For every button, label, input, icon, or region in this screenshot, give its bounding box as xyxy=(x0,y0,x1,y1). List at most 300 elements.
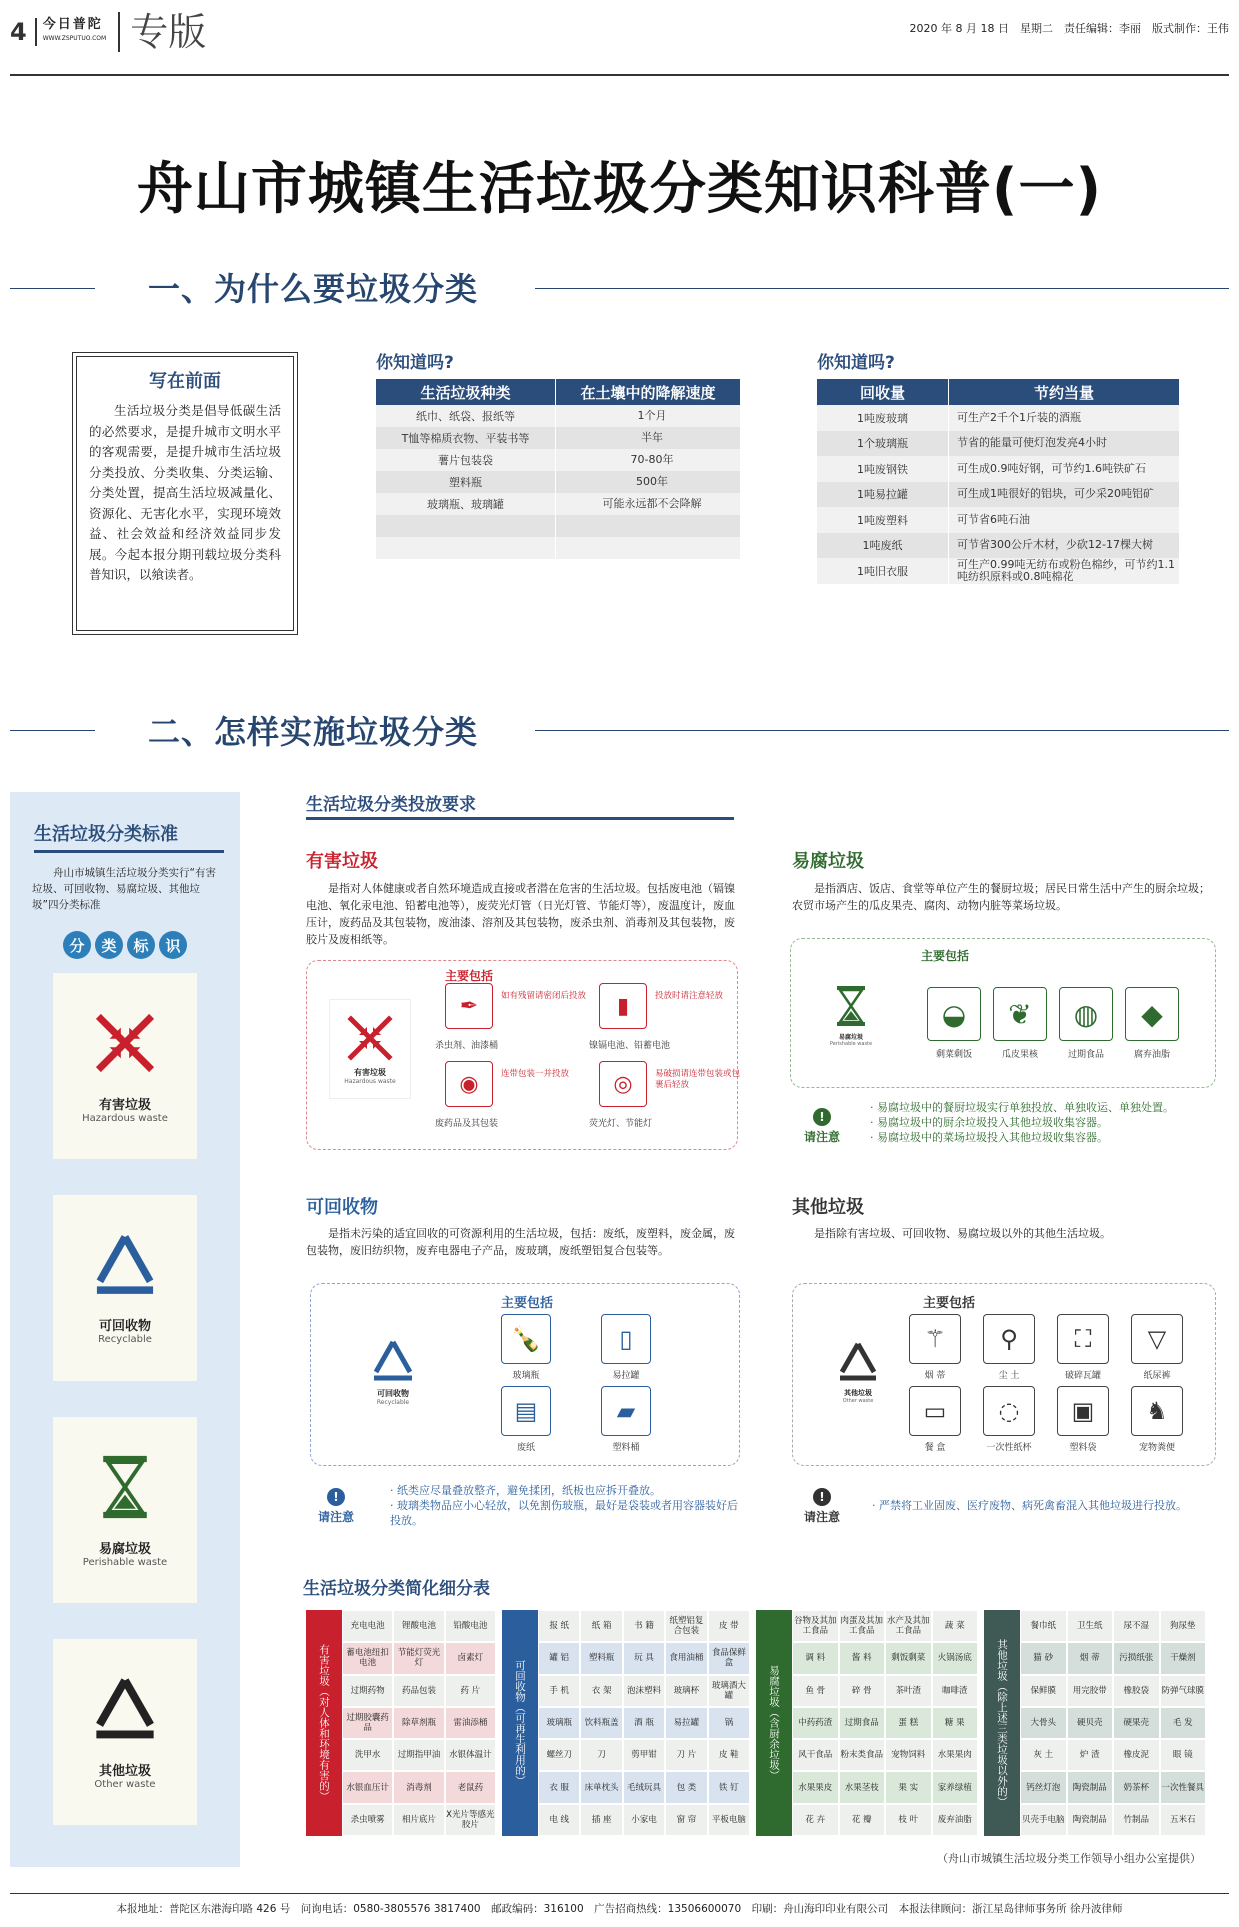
requirements-rule xyxy=(306,817,734,820)
glass-bottle-icon: 🍾 xyxy=(501,1314,551,1364)
hazardous-logo: 有害垃圾 Hazardous waste xyxy=(329,999,411,1099)
table-row xyxy=(792,1610,978,1642)
table-cell: 可生产0.99吨无纺布或粉色棉纱，可节约1.1吨纺织原料或0.8吨棉花 xyxy=(957,557,1175,583)
hazardous-box: 主要包括 有害垃圾 Hazardous waste ✒ 如有残留请密闭后投放 杀虫剂、油漆桶 ▮ 投放时请注意轻放 镍镉电池、铅蓄电池 ◉ 连带包装一并投放 废药品及其包装 ◎ 易破损请连带包装或包裹后轻放 荧光灯、节能灯 xyxy=(306,960,738,1150)
detail-cell: 皮 鞋 xyxy=(708,1739,750,1771)
detail-cell: 污损纸张 xyxy=(1113,1642,1160,1674)
credit-line: （舟山市城镇生活垃圾分类工作领导小组办公室提供） xyxy=(937,1852,1201,1865)
detail-cell: 床单枕头 xyxy=(580,1771,622,1803)
hazardous-symbol-icon xyxy=(345,1013,395,1063)
recycle-savings-table xyxy=(817,348,1179,584)
notice-icon: ! xyxy=(813,1108,831,1126)
detail-cell: 废弃油脂 xyxy=(932,1804,979,1836)
other-desc: 是指除有害垃圾、可回收物、易腐垃圾以外的其他生活垃圾。 xyxy=(814,1227,1111,1240)
detail-cell: 咖啡渣 xyxy=(932,1675,979,1707)
detail-grid xyxy=(1020,1610,1206,1836)
detail-cell: 保鲜膜 xyxy=(1020,1675,1067,1707)
detail-cell: 陶瓷制品 xyxy=(1067,1804,1114,1836)
waste-oil-icon: ◆ xyxy=(1125,987,1179,1041)
recycle-symbol-icon xyxy=(368,1338,418,1384)
table-cell xyxy=(556,515,740,537)
detail-cell: 五米石 xyxy=(1160,1804,1207,1836)
detail-grid xyxy=(538,1610,750,1836)
table-cell xyxy=(376,515,556,537)
other-item: ⚲ 尘 土 xyxy=(983,1314,1047,1381)
table-cell: 70-80年 xyxy=(630,453,674,466)
detail-cell: 大骨头 xyxy=(1020,1707,1067,1739)
table-cell: 可节省6吨石油 xyxy=(957,512,1030,526)
plastic-bag-icon: ▣ xyxy=(1057,1386,1109,1436)
table-row xyxy=(342,1804,496,1836)
intro-box xyxy=(72,352,298,635)
table-row xyxy=(817,558,1179,584)
detail-cell: 除草剂瓶 xyxy=(393,1707,444,1739)
sidebar-title: 生活垃圾分类标准 xyxy=(34,824,178,845)
table-row xyxy=(817,507,1179,533)
detail-cell: 刀 片 xyxy=(665,1739,707,1771)
table-cell xyxy=(376,537,556,559)
detail-cell: 水果茎枝 xyxy=(839,1771,886,1803)
table-cell xyxy=(556,537,740,559)
detail-cell: 奶茶杯 xyxy=(1113,1771,1160,1803)
recyclable-notes xyxy=(390,1483,740,1528)
sidebar-card: 易腐垃圾 Perishable waste xyxy=(53,1417,197,1603)
detail-cell: 报 纸 xyxy=(538,1610,580,1642)
table-row xyxy=(1020,1675,1206,1707)
table-cell: 节省的能量可使灯泡发亮4小时 xyxy=(957,436,1107,450)
detail-cell: 谷物及其加工食品 xyxy=(792,1610,839,1642)
paper-stack-icon: ▤ xyxy=(501,1386,551,1436)
broom-icon: ⚲ xyxy=(983,1314,1035,1364)
detail-grid xyxy=(792,1610,978,1836)
table-cell: 塑料瓶 xyxy=(376,471,556,493)
detail-cell: 毛绒玩具 xyxy=(623,1771,665,1803)
detail-cell: 塑料瓶 xyxy=(580,1642,622,1674)
detail-cell: 硬果壳 xyxy=(1113,1707,1160,1739)
note-line: · 易腐垃圾中的厨余垃圾投入其他垃圾收集容器。 xyxy=(870,1116,1108,1129)
note-line: · 易腐垃圾中的餐厨垃圾实行单独投放、单独收运、单独处置。 xyxy=(870,1101,1174,1114)
table-row xyxy=(342,1707,496,1739)
detail-cell: 家养绿植 xyxy=(932,1771,979,1803)
detail-cell: 蓄电池纽扣电池 xyxy=(342,1642,393,1674)
detail-cell: 相片底片 xyxy=(393,1804,444,1836)
table-row xyxy=(792,1771,978,1803)
table-row xyxy=(376,515,740,537)
detail-cell: 陶瓷制品 xyxy=(1067,1771,1114,1803)
hazardous-title: 有害垃圾 xyxy=(306,851,378,872)
table-cell: 1吨废钢铁 xyxy=(817,456,949,482)
other-item: ◌ 一次性纸杯 xyxy=(983,1386,1047,1453)
expired-food-icon: ◍ xyxy=(1059,987,1113,1041)
table1-header: 生活垃圾种类 在土壤中的降解速度 xyxy=(376,379,740,405)
detail-cell: 花 瓣 xyxy=(839,1804,886,1836)
table-row xyxy=(792,1675,978,1707)
other-item: ▣ 塑料袋 xyxy=(1057,1386,1121,1453)
table-row xyxy=(376,405,740,427)
lamp-icon: ◎ xyxy=(599,1061,647,1107)
detail-cell: 消毒剂 xyxy=(393,1771,444,1803)
detail-cell: 用完胶带 xyxy=(1067,1675,1114,1707)
detail-cell: 过期食品 xyxy=(839,1707,886,1739)
other-logo: 其他垃圾 Other waste xyxy=(821,1322,895,1422)
table-row xyxy=(817,482,1179,508)
detail-cell: 锂酸电池 xyxy=(393,1610,444,1642)
detail-cell: 餐巾纸 xyxy=(1020,1610,1067,1642)
footer-info: 本报地址：普陀区东港海印路 426 号 问询电话：0580-3805576 3817400 邮政编码：316100 广告招商热线：13506600070 印刷：舟山海印印业有限公司 本报法律顾问：浙江星岛律师事务所 徐丹波律师 xyxy=(116,1903,1123,1915)
detail-cell: 卫生纸 xyxy=(1067,1610,1114,1642)
hourglass-icon xyxy=(97,1452,153,1526)
other-box: 主要包括 其他垃圾 Other waste ⚚ 烟 蒂 ⚲ 尘 土 ⛶ 破碎瓦罐 ▽ 纸尿裤 ▭ 餐 盒 ◌ 一次性纸杯 ▣ 塑料袋 ♞ 宠物粪便 xyxy=(792,1283,1216,1466)
section-label: 专版 xyxy=(118,12,206,52)
recyclable-item: 🍾 玻璃瓶 xyxy=(501,1314,561,1381)
recycle-symbol-icon xyxy=(88,1231,162,1303)
other-item: ▭ 餐 盒 xyxy=(909,1386,973,1453)
recyclable-desc: 是指未污染的适宜回收的可资源利用的生活垃圾，包括：废纸，废塑料，废金属，废包装物，废旧纺织物，废弃电器电子产品，废玻璃，废纸塑铝复合包装等。 xyxy=(306,1227,735,1257)
other-waste-symbol-icon xyxy=(836,1340,880,1384)
detail-cell: 茶叶渣 xyxy=(885,1675,932,1707)
detail-group-label: 有害垃圾（对人体和环境有害的） xyxy=(306,1610,342,1836)
table-row xyxy=(376,449,740,471)
detail-group xyxy=(502,1610,750,1836)
masthead-logo: 今日普陀 WWW.ZSPUTUO.COM xyxy=(35,18,106,46)
detail-cell: 铅酸电池 xyxy=(445,1610,496,1642)
detail-cell: 洗甲水 xyxy=(342,1739,393,1771)
food-box-icon: ▭ xyxy=(909,1386,961,1436)
detail-cell: 过期药物 xyxy=(342,1675,393,1707)
detail-cell: 饮料瓶盖 xyxy=(580,1707,622,1739)
detail-table-title: 生活垃圾分类简化细分表 xyxy=(303,1579,490,1599)
detail-cell: 杀虫喷雾 xyxy=(342,1804,393,1836)
table-row xyxy=(342,1675,496,1707)
table-row xyxy=(817,405,1179,431)
detail-cell: 剩饭剩菜 xyxy=(885,1642,932,1674)
other-item: ⚚ 烟 蒂 xyxy=(909,1314,973,1381)
sidebar-title-rule xyxy=(34,850,224,853)
sidebar-text: 舟山市城镇生活垃圾分类实行“有害垃圾、可回收物、易腐垃圾、其他垃圾”四分类标准 xyxy=(32,867,216,911)
table-cell: 1吨旧衣服 xyxy=(817,558,949,584)
detail-cell: 卤素灯 xyxy=(445,1642,496,1674)
detail-cell: 酱 料 xyxy=(839,1642,886,1674)
table-row xyxy=(1020,1804,1206,1836)
table-row xyxy=(376,427,740,449)
table-row xyxy=(376,471,740,493)
table-row xyxy=(1020,1642,1206,1674)
table-row xyxy=(538,1675,750,1707)
detail-cell: 宠物饲料 xyxy=(885,1739,932,1771)
perishable-item: ❦ 瓜皮果核 xyxy=(993,987,1053,1060)
detail-cell: 雷油添桶 xyxy=(445,1707,496,1739)
detail-cell: 竹制品 xyxy=(1113,1804,1160,1836)
section1-title: 一、为什么要垃圾分类 xyxy=(148,270,479,308)
detail-cell: 老鼠药 xyxy=(445,1771,496,1803)
table-cell: 玻璃瓶、玻璃罐 xyxy=(376,493,556,515)
table-row xyxy=(1020,1739,1206,1771)
detail-cell: 刀 xyxy=(580,1739,622,1771)
leftover-food-icon: ◒ xyxy=(927,987,981,1041)
detail-group xyxy=(306,1610,496,1836)
detail-cell: 螺丝刀 xyxy=(538,1739,580,1771)
detail-cell: 火锅汤底 xyxy=(932,1642,979,1674)
table-cell: T恤等棉质衣物、平装书等 xyxy=(376,427,556,449)
detail-cell: 书 籍 xyxy=(623,1610,665,1642)
table-row xyxy=(538,1804,750,1836)
table2-heading: 你知道吗? xyxy=(817,353,895,373)
table-cell: 薯片包装袋 xyxy=(376,449,556,471)
detail-cell: 剪甲钳 xyxy=(623,1739,665,1771)
detail-cell: 插 座 xyxy=(580,1804,622,1836)
diaper-icon: ▽ xyxy=(1131,1314,1183,1364)
detail-cell: 灰 土 xyxy=(1020,1739,1067,1771)
note-line: · 玻璃类物品应小心轻放，以免割伤玻瓶，最好是袋装或者用容器装好后投放。 xyxy=(390,1499,738,1527)
table-cell: 可生成0.9吨好钢，可节约1.6吨铁矿石 xyxy=(957,461,1146,475)
table-row xyxy=(817,533,1179,559)
perishable-title: 易腐垃圾 xyxy=(792,851,864,872)
detail-cell: 炉 渣 xyxy=(1067,1739,1114,1771)
table1-heading: 你知道吗? xyxy=(376,353,454,373)
detail-cell: 水银体温计 xyxy=(445,1739,496,1771)
table-row xyxy=(538,1771,750,1803)
table-row xyxy=(376,493,740,515)
detail-cell: 猫 砂 xyxy=(1020,1642,1067,1674)
main-title: 舟山市城镇生活垃圾分类知识科普(一) xyxy=(136,157,1103,222)
detail-cell: 酒 瓶 xyxy=(623,1707,665,1739)
other-notes xyxy=(872,1498,1212,1513)
detail-cell: 衣 架 xyxy=(580,1675,622,1707)
section1-line-right xyxy=(535,288,1229,289)
sidebar-card: 其他垃圾 Other waste xyxy=(53,1639,197,1825)
detail-cell: 蛋 糕 xyxy=(885,1707,932,1739)
note-line: · 严禁将工业固废、医疗废物、病死禽畜混入其他垃圾进行投放。 xyxy=(872,1499,1187,1512)
table-cell: 可节省300公斤木材，少砍12-17棵大树 xyxy=(957,538,1153,552)
notice-icon: ! xyxy=(813,1488,831,1506)
detail-cell: X光片等感光胶片 xyxy=(445,1804,496,1836)
detail-group xyxy=(984,1610,1206,1836)
detail-cell: 果 实 xyxy=(885,1771,932,1803)
detail-cell: 尿不湿 xyxy=(1113,1610,1160,1642)
table-cell: 1个玻璃瓶 xyxy=(817,431,949,457)
table-row xyxy=(792,1642,978,1674)
detail-cell: 锅 xyxy=(708,1707,750,1739)
degradation-table xyxy=(376,348,740,559)
detail-cell: 玻璃杯 xyxy=(665,1675,707,1707)
detail-group-label: 易腐垃圾（含厨余垃圾） xyxy=(756,1610,792,1836)
detail-cell: 钙丝灯泡 xyxy=(1020,1771,1067,1803)
detail-cell: 过期胶囊药品 xyxy=(342,1707,393,1739)
table-cell: 1吨废塑料 xyxy=(817,507,949,533)
perishable-item: ◍ 过期食品 xyxy=(1059,987,1119,1060)
detail-cell: 花 卉 xyxy=(792,1804,839,1836)
other-title: 其他垃圾 xyxy=(792,1197,864,1218)
table-row xyxy=(538,1739,750,1771)
detail-cell: 眼 镜 xyxy=(1160,1739,1207,1771)
table-row xyxy=(538,1610,750,1642)
table-row xyxy=(817,456,1179,482)
table-row xyxy=(538,1642,750,1674)
detail-cell: 电 线 xyxy=(538,1804,580,1836)
detail-cell: 狗尿垫 xyxy=(1160,1610,1207,1642)
detail-cell: 粉末类食品 xyxy=(839,1739,886,1771)
detail-cell: 鱼 骨 xyxy=(792,1675,839,1707)
detail-cell: 烟 蒂 xyxy=(1067,1642,1114,1674)
table-row xyxy=(538,1707,750,1739)
detail-cell: 枝 叶 xyxy=(885,1804,932,1836)
section2-line-left xyxy=(10,730,95,731)
detail-cell: 玻璃酒大罐 xyxy=(708,1675,750,1707)
notice-icon: ! xyxy=(327,1488,345,1506)
intro-text: 生活垃圾分类是倡导低碳生活的必然要求，是提升城市文明水平的客观需要，是提升城市生活垃圾分类投放、分类收集、分类运输、分类处置，提高生活垃圾减量化、资源化、无害化水平，实现环境效益、社会效益和经济效益同步发展。今起本报分期刊载垃圾分类科普知识，以飨读者。 xyxy=(89,403,281,582)
table-row xyxy=(792,1707,978,1739)
detail-cell: 一次性餐具 xyxy=(1160,1771,1207,1803)
perishable-notes xyxy=(870,1100,1210,1145)
detail-cell: 皮 带 xyxy=(708,1610,750,1642)
table-cell: 可生成1吨很好的铝块，可少采20吨铝矿 xyxy=(957,487,1154,501)
detail-cell: 平板电脑 xyxy=(708,1804,750,1836)
other-item: ⛶ 破碎瓦罐 xyxy=(1057,1314,1121,1381)
detail-cell: 罐 铝 xyxy=(538,1642,580,1674)
detail-cell: 玻璃瓶 xyxy=(538,1707,580,1739)
table-cell: 1个月 xyxy=(637,409,667,422)
detail-cell: 肉蛋及其加工食品 xyxy=(839,1610,886,1642)
detail-cell: 毛 发 xyxy=(1160,1707,1207,1739)
detail-cell: 充电电池 xyxy=(342,1610,393,1642)
table-cell: 可生产2千个1斤装的酒瓶 xyxy=(957,410,1081,424)
other-waste-symbol-icon xyxy=(90,1674,160,1748)
other-notice: ! 请注意 xyxy=(803,1490,840,1524)
table-cell: 半年 xyxy=(641,431,663,444)
date-line: 2020 年 8 月 18 日 星期二 责任编辑：李丽 版式制作：王伟 xyxy=(909,22,1229,35)
broken-pot-icon: ⛶ xyxy=(1057,1314,1109,1364)
detail-cell: 硬贝壳 xyxy=(1067,1707,1114,1739)
sidebar-card: 有害垃圾 Hazardous waste xyxy=(53,973,197,1159)
table-row xyxy=(342,1739,496,1771)
perishable-logo: 易腐垃圾 Perishable waste xyxy=(813,967,889,1063)
intro-title: 写在前面 xyxy=(149,371,221,392)
detail-cell: 中药药渣 xyxy=(792,1707,839,1739)
detail-cell: 糖 果 xyxy=(932,1707,979,1739)
table-row xyxy=(1020,1610,1206,1642)
note-line: · 纸类应尽量叠放整齐，避免揉团，纸板也应拆开叠放。 xyxy=(390,1484,661,1497)
hazardous-item: ◎ 易破损请连带包装或包裹后轻放 荧光灯、节能灯 xyxy=(599,1061,749,1137)
hourglass-icon xyxy=(833,984,869,1028)
detail-group-label: 可回收物（可再生利用的） xyxy=(502,1610,538,1836)
note-line: · 易腐垃圾中的菜场垃圾投入其他垃圾收集容器。 xyxy=(870,1131,1108,1144)
masthead xyxy=(10,12,206,52)
perishable-notice: ! 请注意 xyxy=(803,1110,840,1144)
table-cell: 1吨易拉罐 xyxy=(817,482,949,508)
perishable-item: ◆ 腐弃油脂 xyxy=(1125,987,1185,1060)
table-row xyxy=(1020,1707,1206,1739)
recyclable-title: 可回收物 xyxy=(306,1197,378,1218)
detail-group xyxy=(756,1610,978,1836)
table-row xyxy=(376,537,740,559)
section1-line-left xyxy=(10,288,95,289)
spray-can-icon: ✒ xyxy=(445,983,493,1029)
detail-cell: 包 类 xyxy=(665,1771,707,1803)
paper-cup-icon: ◌ xyxy=(983,1386,1035,1436)
detail-cell: 玩 具 xyxy=(623,1642,665,1674)
medicine-icon: ◉ xyxy=(445,1061,493,1107)
other-item: ♞ 宠物粪便 xyxy=(1131,1386,1195,1453)
hazardous-item: ✒ 如有残留请密闭后投放 杀虫剂、油漆桶 xyxy=(445,983,595,1059)
detail-cell: 纸塑铝复合包装 xyxy=(665,1610,707,1642)
detail-cell: 过期指甲油 xyxy=(393,1739,444,1771)
detail-cell: 橡皮泥 xyxy=(1113,1739,1160,1771)
detail-cell: 泡沫塑料 xyxy=(623,1675,665,1707)
battery-icon: ▮ xyxy=(599,983,647,1029)
detail-cell: 干燥剂 xyxy=(1160,1642,1207,1674)
table-cell: 纸巾、纸袋、报纸等 xyxy=(376,405,556,427)
table-cell: 1吨废玻璃 xyxy=(817,405,949,431)
hazardous-item: ◉ 连带包装一并投放 废药品及其包装 xyxy=(445,1061,595,1137)
detail-cell: 手 机 xyxy=(538,1675,580,1707)
table-row xyxy=(342,1771,496,1803)
table-cell: 可能永远都不会降解 xyxy=(602,497,702,510)
detail-cell: 水银血压计 xyxy=(342,1771,393,1803)
recyclable-item: ▰ 塑料桶 xyxy=(601,1386,661,1453)
recyclable-notice: ! 请注意 xyxy=(317,1490,354,1524)
recyclable-item: ▤ 废纸 xyxy=(501,1386,561,1453)
table-row xyxy=(792,1739,978,1771)
detail-cell: 贝壳手电脑 xyxy=(1020,1804,1067,1836)
detail-cell: 药品包装 xyxy=(393,1675,444,1707)
detail-cell: 纸 箱 xyxy=(580,1610,622,1642)
detail-cell: 防弹气球膜 xyxy=(1160,1675,1207,1707)
hazardous-item: ▮ 投放时请注意轻放 镍镉电池、铅蓄电池 xyxy=(599,983,749,1059)
detail-cell: 窗 帘 xyxy=(665,1804,707,1836)
detail-cell: 衣 服 xyxy=(538,1771,580,1803)
table2-header: 回收量 节约当量 xyxy=(817,379,1179,405)
detail-table xyxy=(306,1610,1210,1836)
section2-title: 二、怎样实施垃圾分类 xyxy=(148,713,479,751)
table-row xyxy=(1020,1771,1206,1803)
table-cell: 500年 xyxy=(636,475,668,488)
table-row xyxy=(342,1642,496,1674)
section2-line-right xyxy=(535,730,1229,731)
detail-cell: 调 料 xyxy=(792,1642,839,1674)
plastic-barrel-icon: ▰ xyxy=(601,1386,651,1436)
detail-cell: 食用油桶 xyxy=(665,1642,707,1674)
detail-grid xyxy=(342,1610,496,1836)
sidebar-standards xyxy=(10,792,240,1867)
other-item: ▽ 纸尿裤 xyxy=(1131,1314,1195,1381)
requirements-title: 生活垃圾分类投放要求 xyxy=(306,795,476,815)
sidebar-card: 可回收物 Recyclable xyxy=(53,1195,197,1381)
header-rule xyxy=(10,74,1229,76)
fruit-peel-icon: ❦ xyxy=(993,987,1047,1041)
detail-cell: 节能灯荧光灯 xyxy=(393,1642,444,1674)
table-cell: 1吨废纸 xyxy=(817,533,949,559)
recyclable-item: ▯ 易拉罐 xyxy=(601,1314,661,1381)
recyclable-box: 主要包括 可回收物 Recyclable 🍾 玻璃瓶 ▯ 易拉罐 ▤ 废纸 ▰ 塑料桶 xyxy=(310,1283,740,1466)
cigarette-icon: ⚚ xyxy=(909,1314,961,1364)
detail-group-label: 其他垃圾（除上述三类垃圾以外的） xyxy=(984,1610,1020,1836)
detail-cell: 风干食品 xyxy=(792,1739,839,1771)
detail-cell: 食品保鲜盒 xyxy=(708,1642,750,1674)
perishable-item: ◒ 剩菜剩饭 xyxy=(927,987,987,1060)
detail-cell: 蔬 菜 xyxy=(932,1610,979,1642)
table-row xyxy=(342,1610,496,1642)
pet-waste-icon: ♞ xyxy=(1131,1386,1183,1436)
hazardous-symbol-icon xyxy=(90,1008,160,1082)
detail-cell: 水产及其加工食品 xyxy=(885,1610,932,1642)
page-number: 4 xyxy=(10,18,27,46)
category-badge: 分 类 标 识 xyxy=(10,931,240,959)
detail-cell: 水果果皮 xyxy=(792,1771,839,1803)
detail-cell: 易拉罐 xyxy=(665,1707,707,1739)
detail-cell: 药 片 xyxy=(445,1675,496,1707)
detail-cell: 橡胶袋 xyxy=(1113,1675,1160,1707)
recyclable-logo: 可回收物 Recyclable xyxy=(349,1320,437,1424)
